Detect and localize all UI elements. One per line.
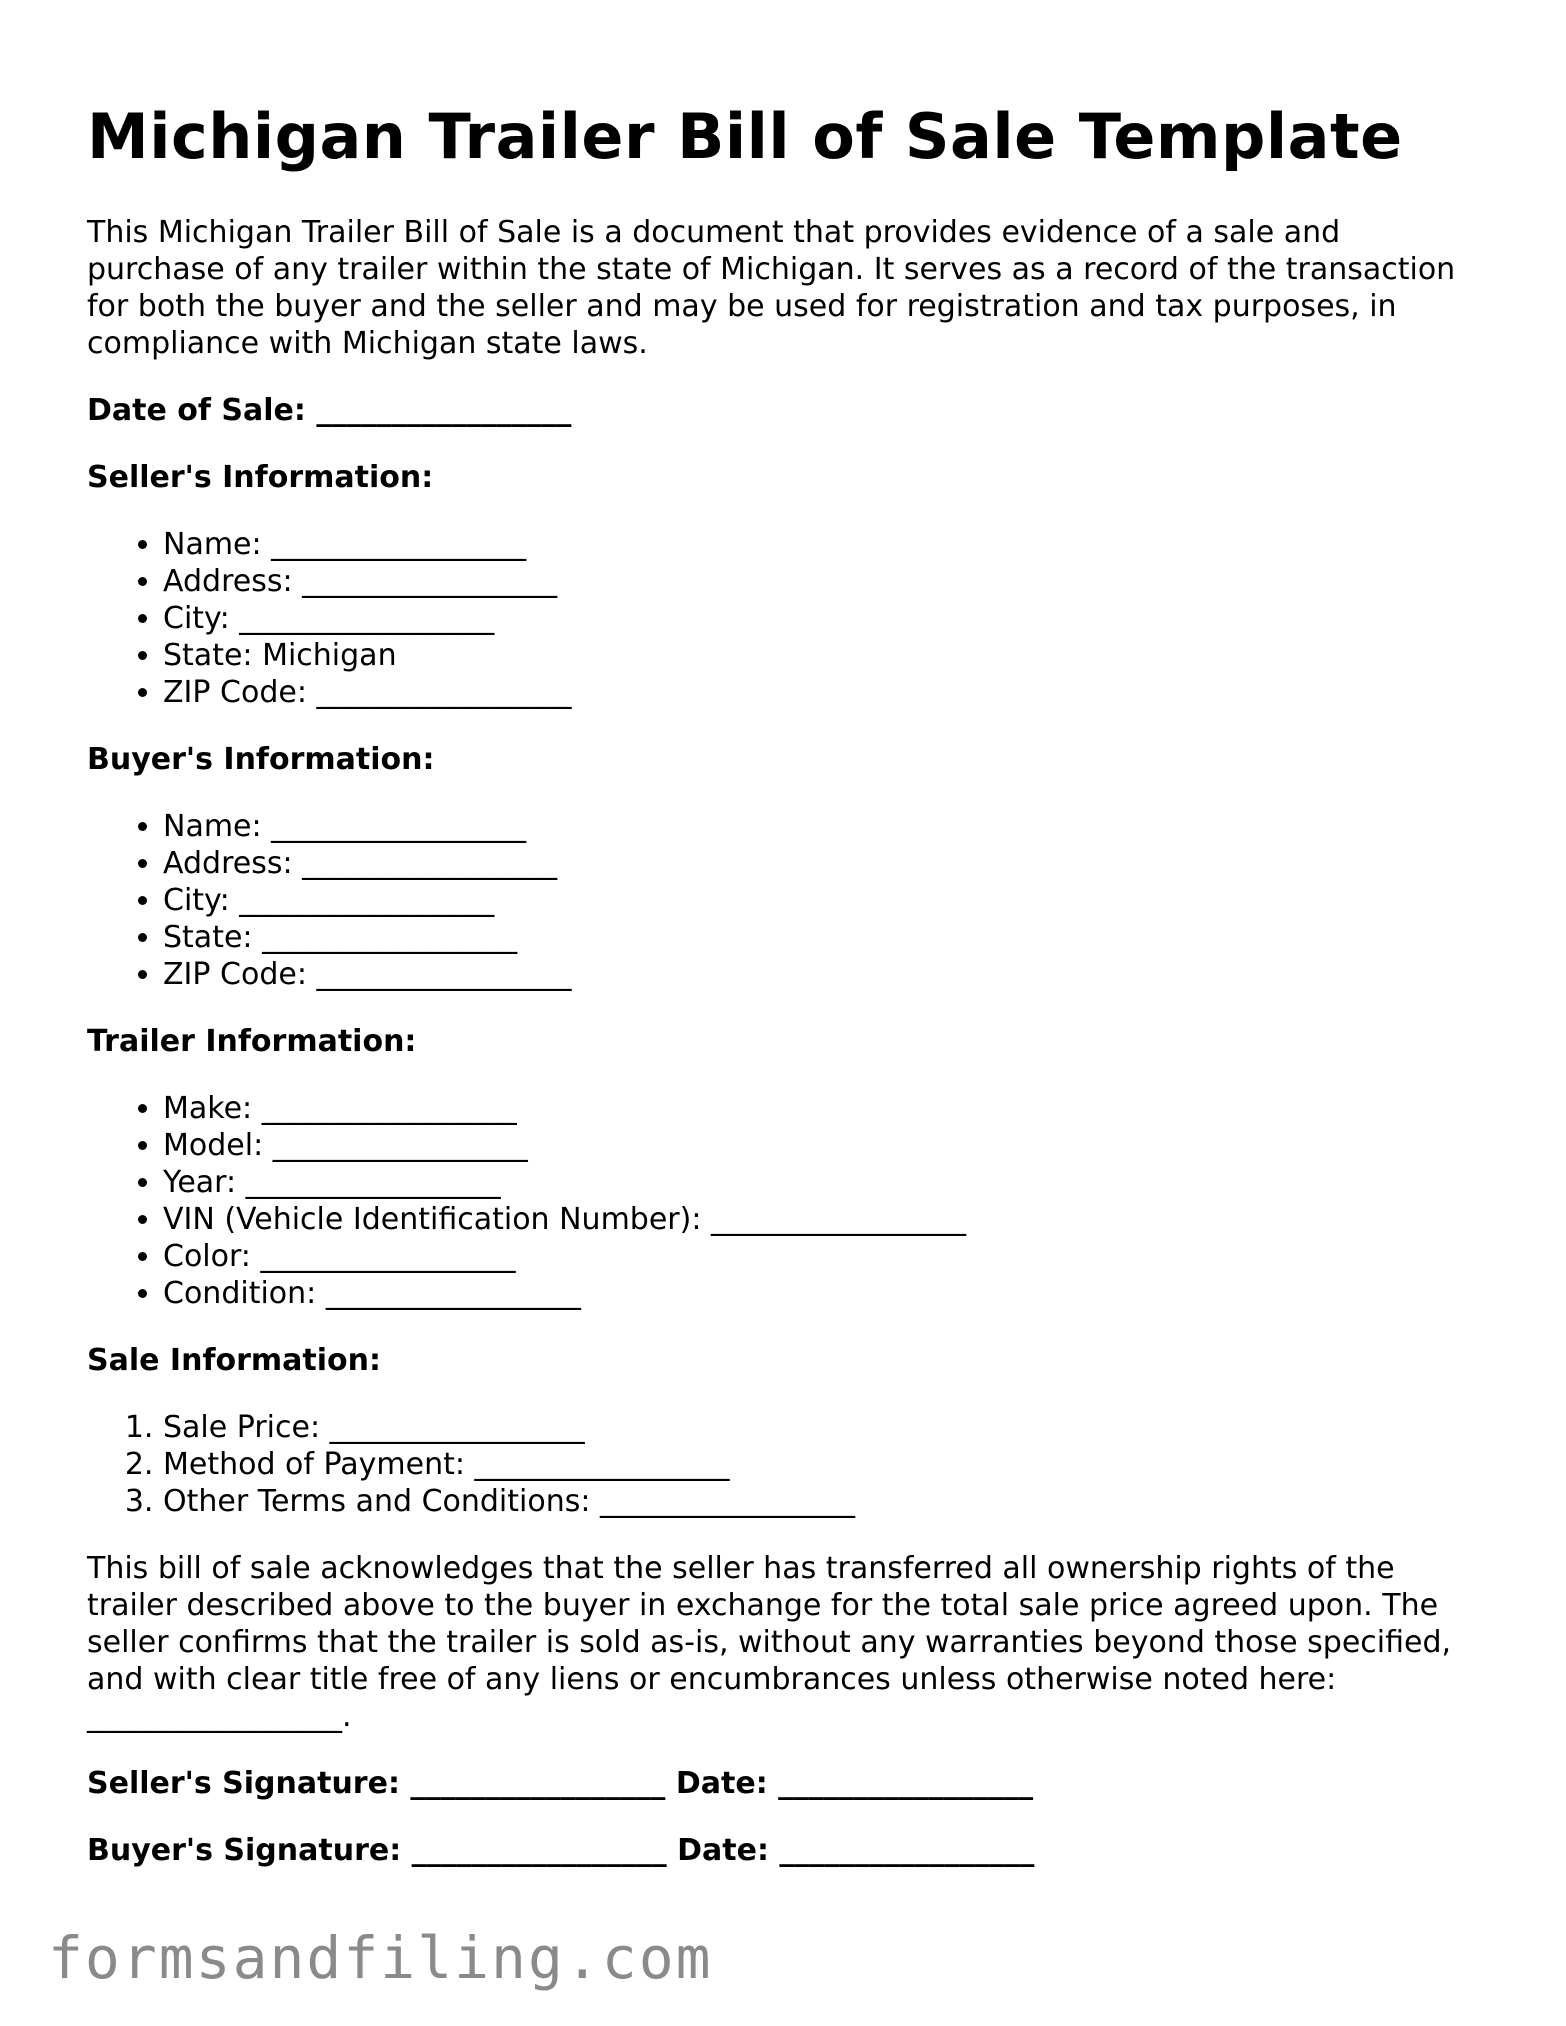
seller-signature-blank: _________________ [410,1766,666,1802]
list-item: • Year: _________________ [163,1164,1487,1201]
list-item: • VIN (Vehicle Identification Number): _________________ [163,1201,1487,1238]
list-item: • ZIP Code: _________________ [163,956,1487,993]
list-item: • Address: _________________ [163,845,1487,882]
trailer-list [87,1090,1487,1312]
list-item: 3. Other Terms and Conditions: _________________ [163,1483,1487,1520]
date-of-sale-label: Date of Sale: [87,393,306,429]
buyer-signature-label: Buyer's Signature: [87,1833,402,1869]
seller-signature-label: Seller's Signature: [87,1766,400,1802]
intro-paragraph: This Michigan Trailer Bill of Sale is a document that provides evidence of a sale and purchase of any trailer within the state of Michigan. It serves as a record of the transaction for both the buyer and the seller and may be used for registration and tax purposes, in compliance with Michigan state laws. [87,215,1456,362]
list-item: 2. Method of Payment: _________________ [163,1446,1487,1483]
document-page [87,100,1487,1899]
seller-heading: Seller's Information: [87,460,434,496]
sale-list [87,1409,1487,1520]
list-item: • Model: _________________ [163,1127,1487,1164]
buyer-date-blank: _________________ [779,1833,1035,1869]
list-item: • City: _________________ [163,882,1487,919]
list-item: 1. Sale Price: _________________ [163,1409,1487,1446]
list-item: • Address: _________________ [163,563,1487,600]
buyer-signature-line [87,1832,1487,1869]
list-item: • ZIP Code: _________________ [163,674,1487,711]
list-item: • Make: _________________ [163,1090,1487,1127]
buyer-heading: Buyer's Information: [87,742,435,778]
list-item: • State: Michigan [163,637,1487,674]
date-of-sale-line [87,392,1487,429]
buyer-date-label: Date: [677,1833,769,1869]
list-item: • Name: _________________ [163,526,1487,563]
seller-list [87,526,1487,711]
trailer-heading: Trailer Information: [87,1024,417,1060]
list-item: • Color: _________________ [163,1238,1487,1275]
buyer-signature-blank: _________________ [411,1833,667,1869]
seller-signature-line [87,1765,1487,1802]
seller-date-label: Date: [675,1766,768,1802]
list-item: • Condition: _________________ [163,1275,1487,1312]
buyer-list [87,808,1487,993]
page-title: Michigan Trailer Bill of Sale Template [87,100,1403,173]
list-item: • City: _________________ [163,600,1487,637]
list-item: • Name: _________________ [163,808,1487,845]
closing-paragraph: This bill of sale acknowledges that the seller has transferred all ownership rights of the trailer described above to the buyer in exchange for the total sale price agreed upon. The seller confirms that the trailer is sold as-is, without any warranties beyond those specified, and with clear title free of any liens or encumbrances unless otherwise noted here: _________________. [87,1551,1452,1735]
list-item: • State: _________________ [163,919,1487,956]
sale-heading: Sale Information: [87,1343,381,1379]
date-of-sale-blank: _________________ [316,393,572,429]
seller-date-blank: _________________ [778,1766,1034,1802]
watermark-text: formsandfiling.com [48,1924,713,1992]
